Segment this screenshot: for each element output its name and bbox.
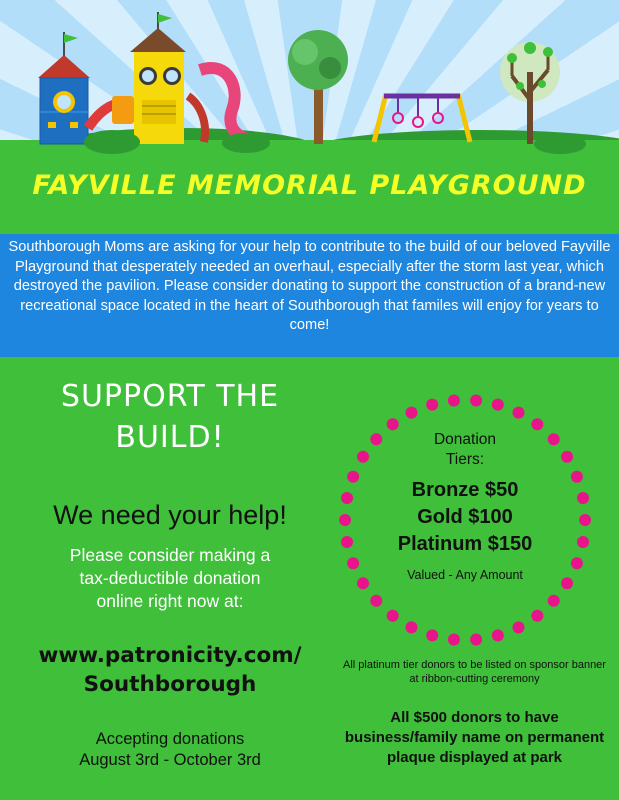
ring-dot — [531, 610, 543, 622]
ring-dot — [426, 399, 438, 411]
ring-dot — [561, 577, 573, 589]
donation-url[interactable] — [0, 641, 340, 699]
ring-dot — [347, 557, 359, 569]
ring-dot — [577, 492, 589, 504]
tier-platinum: Platinum $150 — [397, 533, 533, 555]
support-heading — [0, 376, 340, 458]
url-line-1: www.patronicity.com/ — [38, 643, 302, 668]
ring-dot — [561, 451, 573, 463]
ring-dot — [448, 634, 460, 646]
blue-tower — [38, 32, 90, 144]
ring-dot — [341, 492, 353, 504]
tiers-title-line-1: Donation — [433, 431, 497, 448]
support-line-2: BUILD! — [115, 420, 225, 455]
platinum-note: All platinum tier donors to be listed on sponsor banner at ribbon-cutting ceremony — [343, 659, 606, 685]
ring-dot — [341, 536, 353, 548]
ring-dot — [448, 395, 460, 407]
consider-text — [0, 544, 340, 613]
ring-dot — [492, 629, 504, 641]
ring-dot — [357, 577, 369, 589]
donation-tiers — [390, 430, 540, 582]
consider-line-2: tax-deductible donation — [79, 568, 261, 588]
plaque-note: All $500 donors to have business/family name on permanent plaque displayed at park — [344, 709, 605, 766]
ring-dot — [387, 418, 399, 430]
playground-illustration — [0, 0, 619, 160]
tiers-title — [390, 430, 540, 470]
ring-dot — [370, 433, 382, 445]
tier-bronze: Bronze $50 — [411, 479, 519, 501]
bush — [534, 134, 586, 154]
ring-dot — [571, 557, 583, 569]
ring-dot — [406, 621, 418, 633]
ring-dot — [406, 407, 418, 419]
ring-dot — [548, 433, 560, 445]
ring-dot — [387, 610, 399, 622]
ring-dot — [513, 621, 525, 633]
support-line-1: SUPPORT THE — [60, 379, 280, 414]
tier-valued: Valued - Any Amount — [407, 568, 523, 582]
ring-dot — [347, 471, 359, 483]
consider-line-1: Please consider making a — [69, 545, 271, 565]
ring-dot — [370, 595, 382, 607]
bush — [222, 133, 270, 153]
ring-dot — [531, 418, 543, 430]
accepting-line-2: August 3rd - October 3rd — [79, 751, 261, 769]
ring-dot — [357, 451, 369, 463]
ring-dot — [571, 471, 583, 483]
ring-dot — [577, 536, 589, 548]
ring-dot — [513, 407, 525, 419]
support-column — [0, 376, 340, 771]
ring-dot — [339, 514, 351, 526]
green-tree — [288, 30, 348, 144]
tier-gold: Gold $100 — [417, 506, 513, 528]
accepting-dates — [0, 729, 340, 771]
url-line-2: Southborough — [83, 672, 257, 697]
bush — [84, 130, 140, 154]
branch-tree — [500, 42, 560, 144]
accepting-line-1: Accepting donations — [95, 730, 245, 748]
ring-dot — [470, 395, 482, 407]
ring-dot — [426, 629, 438, 641]
yellow-tower — [130, 12, 186, 144]
ring-dot — [579, 514, 591, 526]
ring-dot — [470, 634, 482, 646]
ring-dot — [548, 595, 560, 607]
flag-icon — [64, 34, 78, 43]
tiers-title-line-2: Tiers: — [445, 451, 485, 468]
help-heading: We need your help! — [53, 500, 287, 530]
consider-line-3: online right now at: — [96, 591, 244, 611]
orange-tube — [112, 96, 134, 124]
page-title: FAYVILLE MEMORIAL PLAYGROUND — [32, 170, 587, 201]
intro-banner: Southborough Moms are asking for your help to contribute to the build of our beloved Fayville Playground that desperately needed an overhaul, especially after the storm last year, which destroyed the pavilion. Please consider donating to support the construction of a brand-new recreational space located in the heart of Southborough that familes will enjoy for years to come! — [0, 234, 619, 357]
ring-dot — [492, 399, 504, 411]
flag-icon — [158, 14, 172, 23]
